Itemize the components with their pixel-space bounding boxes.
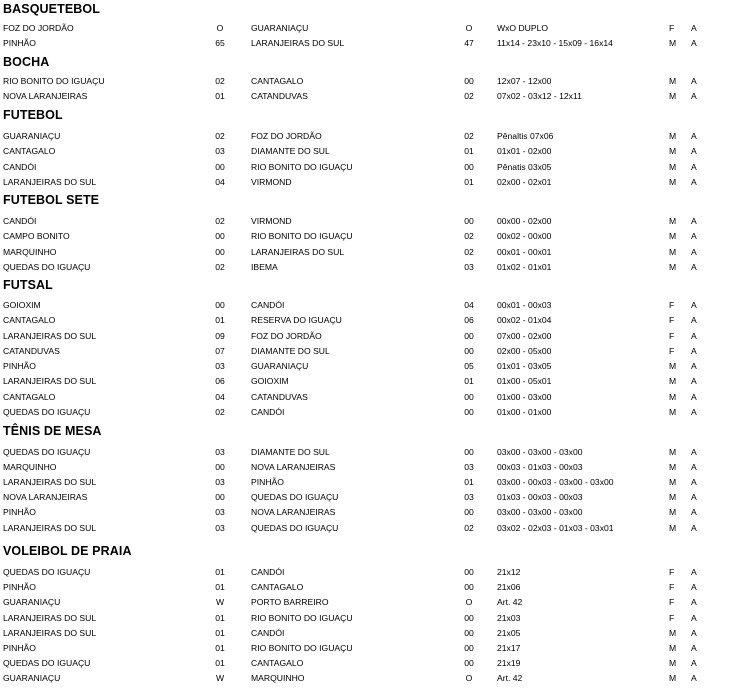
result-row: [0, 506, 729, 518]
gender: F: [669, 567, 675, 577]
home-team: RIO BONITO DO IGUAÇU: [3, 76, 105, 86]
match-details: 00x02 - 01x04: [497, 315, 552, 326]
home-score: 00: [215, 462, 225, 473]
home-score: 00: [215, 300, 225, 310]
gender: M: [669, 673, 677, 684]
home-team: LARANJEIRAS DO SUL: [3, 376, 97, 387]
home-score: 01: [215, 582, 225, 593]
away-team: QUEDAS DO IGUAÇU: [251, 522, 339, 533]
category: A: [691, 376, 697, 387]
section-title: FUTEBOL SETE: [3, 193, 100, 207]
away-team: DIAMANTE DO SUL: [251, 447, 330, 457]
away-score: 00: [464, 643, 474, 653]
away-team: RIO BONITO DO IGUAÇU: [251, 231, 353, 242]
away-team: DIAMANTE DO SUL: [251, 146, 330, 157]
gender: M: [669, 376, 677, 387]
away-team: GUARANIAÇU: [251, 23, 309, 33]
home-team: QUEDAS DO IGUAÇU: [3, 658, 91, 669]
gender: F: [669, 345, 675, 356]
home-team: QUEDAS DO IGUAÇU: [3, 567, 91, 577]
category: A: [691, 582, 697, 593]
gender: F: [669, 315, 675, 326]
home-team: CANDÓI: [3, 216, 37, 226]
away-team: QUEDAS DO IGUAÇU: [251, 492, 339, 503]
match-details: Art. 42: [497, 597, 523, 608]
home-team: GOIOXIM: [3, 300, 41, 310]
match-details: 12x07 - 12x00: [497, 76, 552, 86]
away-team: NOVA LARANJEIRAS: [251, 462, 336, 473]
category: A: [691, 131, 697, 141]
section-title: FUTEBOL: [3, 108, 63, 122]
result-row: [0, 476, 729, 488]
gender: F: [669, 330, 675, 341]
away-score: 01: [464, 376, 474, 387]
home-score: W: [215, 597, 225, 608]
gender: M: [669, 91, 677, 102]
result-row: [0, 642, 729, 654]
home-team: LARANJEIRAS DO SUL: [3, 522, 97, 533]
category: A: [691, 643, 697, 653]
gender: M: [669, 246, 677, 257]
match-details: 00x02 - 00x00: [497, 231, 552, 242]
home-team: PINHÃO: [3, 643, 36, 653]
match-details: 00x01 - 00x03: [497, 300, 552, 310]
match-details: 01x01 - 03x05: [497, 361, 552, 371]
result-row: [0, 672, 729, 684]
away-team: CATANDUVAS: [251, 391, 308, 402]
gender: M: [669, 477, 677, 488]
result-row: [0, 145, 729, 157]
away-score: 00: [464, 627, 474, 638]
match-details: 21x05: [497, 627, 521, 638]
home-team: LARANJEIRAS DO SUL: [3, 612, 97, 623]
match-details: 01x00 - 03x00: [497, 391, 552, 402]
away-team: PORTO BARREIRO: [251, 597, 329, 608]
gender: M: [669, 391, 677, 402]
match-details: 01x00 - 01x00: [497, 406, 552, 417]
gender: M: [669, 658, 677, 669]
away-team: CATANDUVAS: [251, 91, 308, 102]
home-team: CATANDUVAS: [3, 345, 60, 356]
home-score: 01: [215, 627, 225, 638]
result-row: [0, 176, 729, 188]
home-team: PINHÃO: [3, 507, 36, 518]
away-team: FOZ DO JORDÃO: [251, 131, 322, 141]
away-score: 01: [464, 176, 474, 187]
section-title: BASQUETEBOL: [3, 2, 100, 16]
gender: M: [669, 507, 677, 518]
gender: F: [669, 23, 675, 33]
home-score: 06: [215, 376, 225, 387]
away-score: 04: [464, 300, 474, 310]
away-score: 00: [464, 216, 474, 226]
result-row: [0, 130, 729, 142]
home-team: NOVA LARANJEIRAS: [3, 492, 88, 503]
away-team: RIO BONITO DO IGUAÇU: [251, 643, 353, 653]
match-details: 21x17: [497, 643, 521, 653]
category: A: [691, 216, 697, 226]
away-score: 00: [464, 391, 474, 402]
away-team: LARANJEIRAS DO SUL: [251, 246, 345, 257]
result-row: [0, 375, 729, 387]
home-score: 00: [215, 161, 225, 172]
result-row: [0, 215, 729, 227]
away-team: NOVA LARANJEIRAS: [251, 507, 336, 518]
match-details: 21x12: [497, 567, 521, 577]
match-details: 21x06: [497, 582, 521, 593]
away-score: 00: [464, 330, 474, 341]
away-team: CANDÓI: [251, 406, 285, 417]
gender: M: [669, 627, 677, 638]
match-details: 21x03: [497, 612, 521, 623]
away-team: VIRMOND: [251, 216, 292, 226]
home-team: CANDÓI: [3, 161, 37, 172]
away-team: DIAMANTE DO SUL: [251, 345, 330, 356]
match-details: 03x00 - 03x00 - 03x00: [497, 447, 583, 457]
gender: M: [669, 406, 677, 417]
category: A: [691, 477, 697, 488]
gender: F: [669, 582, 675, 593]
home-score: 02: [215, 76, 225, 86]
away-score: 00: [464, 406, 474, 417]
away-score: 02: [464, 131, 474, 141]
home-score: 00: [215, 492, 225, 503]
home-team: QUEDAS DO IGUAÇU: [3, 261, 91, 272]
home-score: 01: [215, 643, 225, 653]
match-details: 21x19: [497, 658, 521, 669]
home-team: GUARANIAÇU: [3, 597, 61, 608]
category: A: [691, 161, 697, 172]
away-team: CANDÓI: [251, 567, 285, 577]
match-details: WxO DUPLO: [497, 23, 549, 33]
home-score: 01: [215, 567, 225, 577]
category: A: [691, 612, 697, 623]
category: A: [691, 261, 697, 272]
gender: F: [669, 300, 675, 310]
category: A: [691, 627, 697, 638]
gender: M: [669, 361, 677, 371]
match-details: 01x03 - 00x03 - 00x03: [497, 492, 583, 503]
result-row: [0, 522, 729, 534]
gender: M: [669, 462, 677, 473]
home-team: LARANJEIRAS DO SUL: [3, 477, 97, 488]
away-score: 00: [464, 507, 474, 518]
match-details: 03x00 - 03x00 - 03x00: [497, 507, 583, 518]
home-score: 02: [215, 131, 225, 141]
home-score: 65: [215, 38, 225, 49]
result-row: [0, 161, 729, 173]
match-details: Pênatis 03x05: [497, 161, 552, 172]
category: A: [691, 345, 697, 356]
away-score: 00: [464, 447, 474, 457]
result-row: [0, 299, 729, 311]
gender: M: [669, 38, 677, 49]
home-score: 02: [215, 406, 225, 417]
home-score: 03: [215, 361, 225, 371]
away-score: 00: [464, 76, 474, 86]
away-score: O: [465, 673, 473, 684]
home-team: MARQUINHO: [3, 246, 57, 257]
result-row: [0, 491, 729, 503]
away-score: 01: [464, 477, 474, 488]
home-team: CANTAGALO: [3, 391, 56, 402]
category: A: [691, 361, 697, 371]
home-score: 07: [215, 345, 225, 356]
result-row: [0, 461, 729, 473]
match-details: 02x00 - 05x00: [497, 345, 552, 356]
away-team: RESERVA DO IGUAÇU: [251, 315, 342, 326]
match-details: 01x00 - 05x01: [497, 376, 552, 387]
result-row: [0, 406, 729, 418]
gender: M: [669, 216, 677, 226]
result-row: [0, 261, 729, 273]
category: A: [691, 23, 697, 33]
home-team: GUARANIAÇU: [3, 673, 61, 684]
home-score: 03: [215, 477, 225, 488]
section-title: FUTSAL: [3, 278, 53, 292]
home-score: W: [215, 673, 225, 684]
away-score: 02: [464, 91, 474, 102]
match-details: 00x03 - 01x03 - 00x03: [497, 462, 583, 473]
home-team: LARANJEIRAS DO SUL: [3, 330, 97, 341]
home-team: GUARANIAÇU: [3, 131, 61, 141]
home-score: 02: [215, 216, 225, 226]
home-score: 01: [215, 315, 225, 326]
result-row: [0, 581, 729, 593]
away-score: 02: [464, 522, 474, 533]
result-row: [0, 566, 729, 578]
home-score: 04: [215, 176, 225, 187]
match-details: 03x00 - 00x03 - 03x00 - 03x00: [497, 477, 614, 488]
away-team: CANDÓI: [251, 300, 285, 310]
category: A: [691, 462, 697, 473]
result-row: [0, 627, 729, 639]
gender: M: [669, 522, 677, 533]
gender: F: [669, 597, 675, 608]
away-team: CANTAGALO: [251, 76, 304, 86]
away-team: CANTAGALO: [251, 582, 304, 593]
gender: M: [669, 161, 677, 172]
category: A: [691, 76, 697, 86]
away-team: PINHÃO: [251, 477, 284, 488]
away-score: 02: [464, 231, 474, 242]
home-score: 01: [215, 658, 225, 669]
away-score: 03: [464, 462, 474, 473]
home-score: 01: [215, 91, 225, 102]
home-team: PINHÃO: [3, 582, 36, 593]
home-score: 01: [215, 612, 225, 623]
gender: M: [669, 146, 677, 157]
match-details: 11x14 - 23x10 - 15x09 - 16x14: [497, 38, 613, 49]
home-score: 03: [215, 447, 225, 457]
home-score: 09: [215, 330, 225, 341]
away-score: 03: [464, 261, 474, 272]
result-row: [0, 90, 729, 102]
away-score: 05: [464, 361, 474, 371]
match-details: 07x00 - 02x00: [497, 330, 552, 341]
category: A: [691, 406, 697, 417]
match-details: 00x01 - 00x01: [497, 246, 552, 257]
result-row: [0, 657, 729, 669]
home-team: PINHÃO: [3, 38, 36, 49]
away-team: IBEMA: [251, 261, 278, 272]
home-score: 04: [215, 391, 225, 402]
home-team: FOZ DO JORDÃO: [3, 23, 74, 33]
away-score: 00: [464, 161, 474, 172]
category: A: [691, 391, 697, 402]
away-team: FOZ DO JORDÃO: [251, 330, 322, 341]
gender: M: [669, 76, 677, 86]
gender: M: [669, 261, 677, 272]
gender: M: [669, 231, 677, 242]
home-team: CANTAGALO: [3, 315, 56, 326]
away-team: CANDÓI: [251, 627, 285, 638]
away-team: VIRMOND: [251, 176, 292, 187]
home-score: 00: [215, 246, 225, 257]
section-title: VOLEIBOL DE PRAIA: [3, 544, 132, 558]
home-team: LARANJEIRAS DO SUL: [3, 627, 97, 638]
home-score: 00: [215, 231, 225, 242]
category: A: [691, 300, 697, 310]
home-score: 03: [215, 507, 225, 518]
category: A: [691, 146, 697, 157]
category: A: [691, 330, 697, 341]
home-score: 03: [215, 522, 225, 533]
result-row: [0, 612, 729, 624]
gender: M: [669, 176, 677, 187]
match-details: 00x00 - 02x00: [497, 216, 552, 226]
away-score: O: [465, 23, 473, 33]
home-team: CAMPO BONITO: [3, 231, 70, 242]
away-score: 02: [464, 246, 474, 257]
gender: M: [669, 447, 677, 457]
category: A: [691, 176, 697, 187]
away-team: RIO BONITO DO IGUAÇU: [251, 612, 353, 623]
away-score: 47: [464, 38, 474, 49]
category: A: [691, 507, 697, 518]
gender: M: [669, 643, 677, 653]
gender: F: [669, 612, 675, 623]
result-row: [0, 360, 729, 372]
match-details: 03x02 - 02x03 - 01x03 - 03x01: [497, 522, 614, 533]
section-title: TÊNIS DE MESA: [3, 424, 102, 438]
result-row: [0, 22, 729, 34]
result-row: [0, 596, 729, 608]
result-row: [0, 330, 729, 342]
result-row: [0, 230, 729, 242]
result-row: [0, 446, 729, 458]
away-score: 01: [464, 146, 474, 157]
category: A: [691, 91, 697, 102]
result-row: [0, 37, 729, 49]
result-row: [0, 314, 729, 326]
category: A: [691, 658, 697, 669]
away-score: O: [465, 597, 473, 608]
away-score: 00: [464, 345, 474, 356]
away-team: LARANJEIRAS DO SUL: [251, 38, 345, 49]
away-score: 00: [464, 582, 474, 593]
away-team: GOIOXIM: [251, 376, 289, 387]
away-score: 06: [464, 315, 474, 326]
result-row: [0, 345, 729, 357]
away-score: 03: [464, 492, 474, 503]
home-team: QUEDAS DO IGUAÇU: [3, 447, 91, 457]
away-team: GUARANIAÇU: [251, 361, 309, 371]
category: A: [691, 231, 697, 242]
result-row: [0, 246, 729, 258]
gender: M: [669, 492, 677, 503]
home-score: O: [216, 23, 224, 33]
match-details: Pênaltis 07x06: [497, 131, 554, 141]
category: A: [691, 597, 697, 608]
away-score: 00: [464, 612, 474, 623]
category: A: [691, 447, 697, 457]
category: A: [691, 492, 697, 503]
away-team: MARQUINHO: [251, 673, 305, 684]
away-team: CANTAGALO: [251, 658, 304, 669]
category: A: [691, 567, 697, 577]
category: A: [691, 673, 697, 684]
home-team: LARANJEIRAS DO SUL: [3, 176, 97, 187]
match-details: 01x02 - 01x01: [497, 261, 552, 272]
match-details: 07x02 - 03x12 - 12x11: [497, 91, 582, 102]
gender: M: [669, 131, 677, 141]
section-title: BOCHA: [3, 55, 50, 69]
category: A: [691, 246, 697, 257]
home-score: 03: [215, 146, 225, 157]
away-score: 00: [464, 567, 474, 577]
match-details: Art. 42: [497, 673, 523, 684]
result-row: [0, 75, 729, 87]
home-score: 02: [215, 261, 225, 272]
away-score: 00: [464, 658, 474, 669]
home-team: QUEDAS DO IGUAÇU: [3, 406, 91, 417]
match-details: 02x00 - 02x01: [497, 176, 552, 187]
home-team: NOVA LARANJEIRAS: [3, 91, 88, 102]
home-team: MARQUINHO: [3, 462, 57, 473]
away-team: RIO BONITO DO IGUAÇU: [251, 161, 353, 172]
category: A: [691, 315, 697, 326]
match-details: 01x01 - 02x00: [497, 146, 552, 157]
result-row: [0, 391, 729, 403]
category: A: [691, 522, 697, 533]
home-team: PINHÃO: [3, 361, 36, 371]
category: A: [691, 38, 697, 49]
home-team: CANTAGALO: [3, 146, 56, 157]
